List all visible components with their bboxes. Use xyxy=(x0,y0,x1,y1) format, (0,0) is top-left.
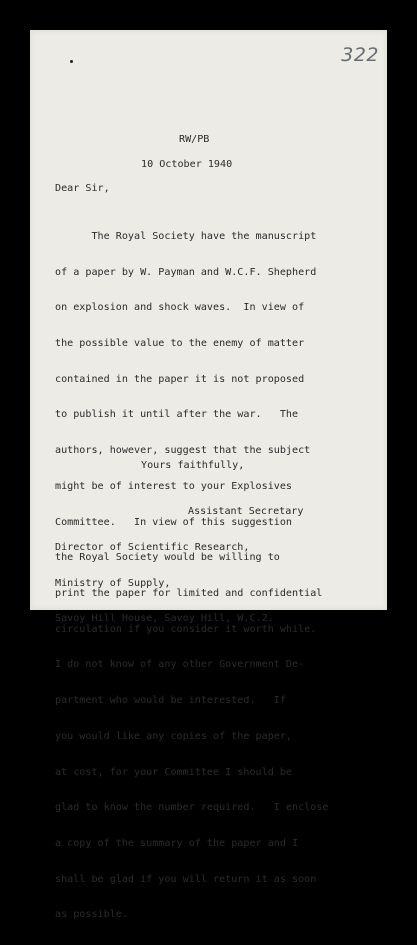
recipient-line: Ministry of Supply, xyxy=(55,577,171,589)
body-line: contained in the paper it is not proposed xyxy=(55,373,305,385)
ink-speck xyxy=(70,60,73,63)
body-line: as possible. xyxy=(55,909,128,921)
body-line: glad to know the number required. I enclose xyxy=(55,802,329,814)
body-line: circulation if you consider it worth while. xyxy=(55,623,317,635)
reference-code: RW/PB xyxy=(179,134,210,145)
letter-date: 10 October 1940 xyxy=(141,159,233,170)
body-line: partment who would be interested. If xyxy=(55,695,286,707)
body-line: the Royal Society would be willing to xyxy=(55,552,280,564)
body-line: authors, however, suggest that the subject xyxy=(55,445,311,457)
body-line: Committee. In view of this suggestion xyxy=(55,516,293,528)
handwritten-page-number: 322 xyxy=(341,44,379,66)
body-line: a copy of the summary of the paper and I xyxy=(55,838,299,850)
signer-title: Assistant Secretary xyxy=(188,506,304,517)
body-line: shall be glad if you will return it as soon xyxy=(55,873,317,885)
body-line: print the paper for limited and confidential xyxy=(55,588,323,599)
body-line: on explosion and shock waves. In view of xyxy=(55,302,305,314)
letter-page xyxy=(30,30,387,921)
body-line: might be of interest to your Explosives xyxy=(55,480,293,492)
salutation: Dear Sir, xyxy=(55,183,110,194)
body-line: you would like any copies of the paper, xyxy=(55,730,293,742)
body-line: to publish it until after the war. The xyxy=(55,409,299,421)
body-line: at cost, for your Committee I should be xyxy=(55,766,293,778)
body-line: The Royal Society have the manuscript xyxy=(55,230,317,242)
recipient-address xyxy=(55,518,274,649)
body-line: of a paper by W. Payman and W.C.F. Shepherd xyxy=(55,266,317,278)
recipient-line: Director of Scientific Research, xyxy=(55,541,250,553)
body-line: the possible value to the enemy of matter xyxy=(55,337,305,349)
closing: Yours faithfully, xyxy=(141,460,245,471)
recipient-line: Savoy Hill House, Savoy Hill, W.C.2. xyxy=(55,613,274,625)
body-line: I do not know of any other Government De- xyxy=(55,659,305,671)
